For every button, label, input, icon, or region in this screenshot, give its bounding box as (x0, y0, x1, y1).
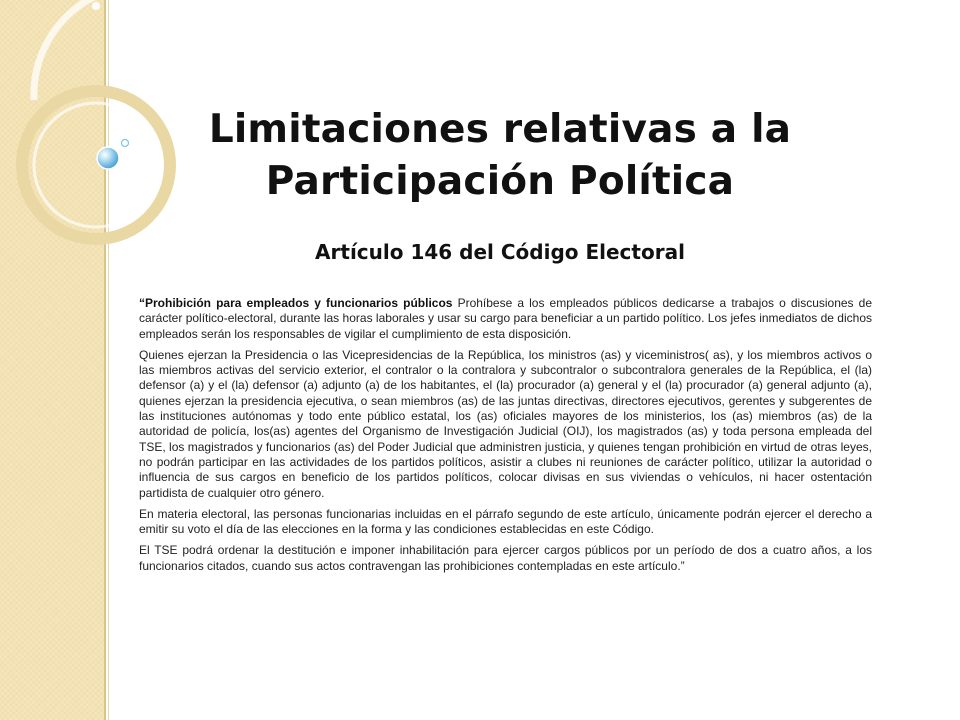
article-paragraph-3: En materia electoral, las personas funcionarias incluidas en el párrafo segundo de este artículo, únicamente podrán ejercer el derecho a emitir su voto el día de las elecciones en la forma y las condiciones establecidas en este Código. (139, 506, 872, 537)
title-line-1: Limitaciones relativas a la (208, 107, 792, 152)
decorative-side-band (0, 0, 104, 720)
article-paragraph-4: El TSE podrá ordenar la destitución e imponer inhabilitación para ejercer cargos públicos por un período de dos a cuatro años, a los funcionarios citados, cuando sus actos contravengan las prohibiciones contempladas en este artículo.” (139, 543, 872, 573)
slide-subtitle: Artículo 146 del Código Electoral (315, 240, 685, 264)
side-band-edge-thin (108, 0, 109, 720)
article-paragraph-2: Quienes ejerzan la Presidencia o las Vicepresidencias de la República, los ministros (as) y viceministros( as), y los miembros activos o las miembros activas del servicio exterior, el contralor o la contralora y subcontralor o subcontralora generales de la República, el (la) defensor (a) y el (la) defensor (a) adjunto (a) de los habitantes, el (la) procurador (a) general y el (la) procurador (a) general adjunto (a), quienes ejerzan la presidencia ejecutiva, o sean miembros (as) de las juntas directivas, directores ejecutivos, gerentes y subgerentes de las instituciones autónomas y todo ente público estatal, los (as) oficiales mayores de los ministerios, los (as) miembros (as) de la autoridad de policía, los(as) agentes del Organismo de Investigación Judicial (OIJ), los magistrados (as) y toda persona empleada del TSE, los magistrados y funcionarios (as) del Poder Judicial que administren justicia, y quienes tengan prohibición en virtud de otras leyes, no podrán participar en las actividades de los partidos políticos, asistir a clubes ni reuniones de carácter político, utilizar la autoridad o influencia de sus cargos en beneficio de los partidos políticos, colocar divisas en sus viviendas o vehículos, ni hacer ostentación partidista de cualquier otro género. (139, 347, 872, 500)
slide-title (150, 104, 850, 208)
side-band-edge (104, 0, 106, 720)
article-lead: “Prohibición para empleados y funcionarios públicos (139, 296, 453, 310)
article-body (139, 296, 872, 580)
small-orb (122, 140, 129, 147)
title-line-2: Participación Política (265, 159, 735, 204)
article-paragraph-1 (139, 296, 872, 342)
article-paragraph-1-text: Prohíbese a los empleados públicos dedicarse a trabajos o discusiones de carácter político-electoral, durante las horas laborales y usar su cargo para beneficiar a un partido político. Los jefes inmediatos de dichos empleados serán los responsables de vigilar el cumplimiento de esta disposición. (139, 296, 872, 341)
